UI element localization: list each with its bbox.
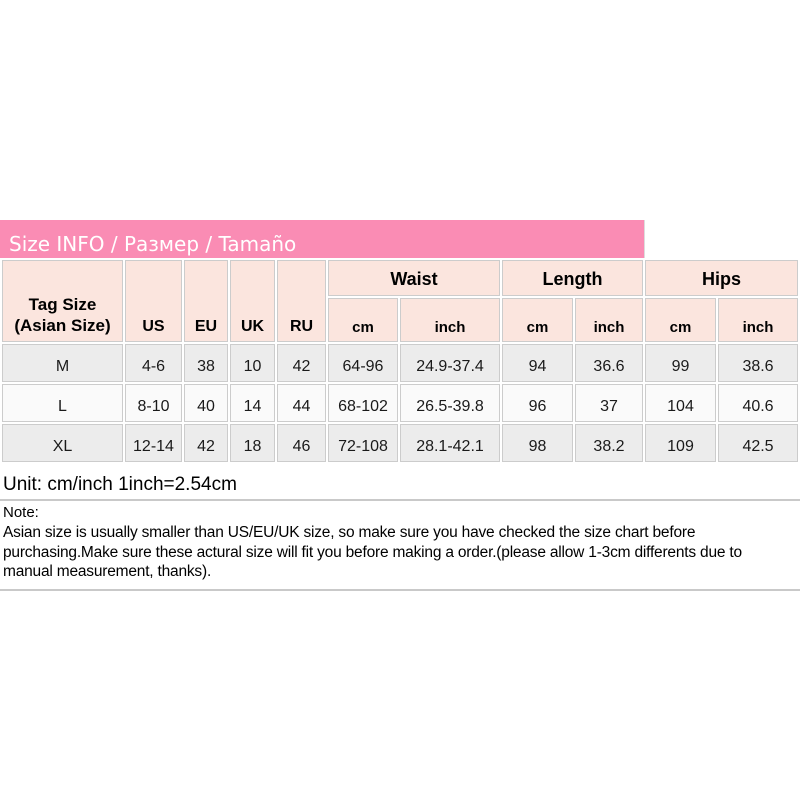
cell-hips-cm: 109	[645, 424, 716, 462]
unit-line: Unit: cm/inch 1inch=2.54cm	[3, 474, 237, 495]
cell-hips-inch: 42.5	[718, 424, 798, 462]
table-row-m	[2, 344, 798, 382]
header-waist: Waist	[328, 260, 500, 296]
cell-length-inch: 38.2	[575, 424, 643, 462]
cell-length-cm: 96	[502, 384, 573, 422]
cell-ru: 42	[277, 344, 326, 382]
size-chart-content	[0, 220, 800, 594]
cell-eu: 42	[184, 424, 228, 462]
cell-waist-inch: 28.1-42.1	[400, 424, 500, 462]
header-eu: EU	[184, 260, 228, 342]
bottom-block	[0, 474, 800, 591]
header-tag-size	[2, 260, 123, 342]
cell-hips-cm: 99	[645, 344, 716, 382]
cell-hips-inch: 38.6	[718, 344, 798, 382]
cell-tag-size: M	[2, 344, 123, 382]
note-label: Note:	[3, 504, 39, 521]
cell-uk: 18	[230, 424, 275, 462]
cell-us: 4-6	[125, 344, 182, 382]
page-title: Size INFO / Размер / Tamaño	[9, 232, 297, 256]
header-us: US	[125, 260, 182, 342]
cell-length-inch: 37	[575, 384, 643, 422]
header-length-inch: inch	[575, 298, 643, 342]
divider-line	[0, 499, 800, 501]
cell-length-inch: 36.6	[575, 344, 643, 382]
size-chart-table	[0, 258, 800, 464]
header-hips: Hips	[645, 260, 798, 296]
table-row-xl	[2, 424, 798, 462]
cell-tag-size: XL	[2, 424, 123, 462]
header-length-cm: cm	[502, 298, 573, 342]
header-hips-cm: cm	[645, 298, 716, 342]
cell-length-cm: 94	[502, 344, 573, 382]
header-tag-size-line2: (Asian Size)	[14, 315, 111, 335]
cell-length-cm: 98	[502, 424, 573, 462]
header-length: Length	[502, 260, 643, 296]
cell-eu: 40	[184, 384, 228, 422]
cell-waist-cm: 72-108	[328, 424, 398, 462]
cell-eu: 38	[184, 344, 228, 382]
cell-ru: 46	[277, 424, 326, 462]
cell-waist-cm: 64-96	[328, 344, 398, 382]
header-waist-inch: inch	[400, 298, 500, 342]
cell-hips-cm: 104	[645, 384, 716, 422]
note-text: Asian size is usually smaller than US/EU/UK size, so make sure you have checked the size chart before purchasing.Make sure these actural size will fit you before making a order.(please allow 1-3cm differents due to manual measurement, thanks).	[3, 524, 742, 580]
cell-us: 12-14	[125, 424, 182, 462]
header-hips-inch: inch	[718, 298, 798, 342]
header-waist-cm: cm	[328, 298, 398, 342]
cell-tag-size: L	[2, 384, 123, 422]
cell-uk: 14	[230, 384, 275, 422]
title-bar	[0, 220, 645, 258]
cell-waist-inch: 26.5-39.8	[400, 384, 500, 422]
cell-hips-inch: 40.6	[718, 384, 798, 422]
header-uk: UK	[230, 260, 275, 342]
cell-waist-cm: 68-102	[328, 384, 398, 422]
header-ru: RU	[277, 260, 326, 342]
cell-us: 8-10	[125, 384, 182, 422]
header-tag-size-line1: Tag Size	[28, 294, 97, 314]
table-row-l	[2, 384, 798, 422]
header-group-row	[2, 260, 798, 296]
cell-ru: 44	[277, 384, 326, 422]
divider-line	[0, 589, 800, 591]
cell-waist-inch: 24.9-37.4	[400, 344, 500, 382]
cell-uk: 10	[230, 344, 275, 382]
